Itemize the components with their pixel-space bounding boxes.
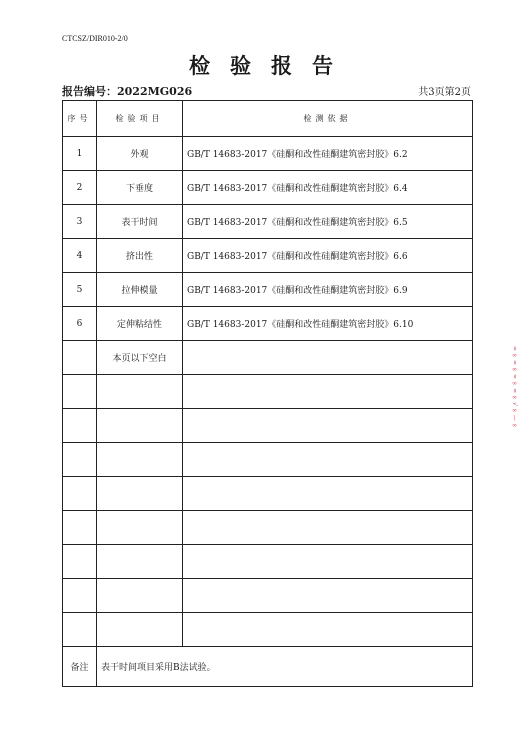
empty-cell bbox=[63, 613, 97, 647]
row-basis: GB/T 14683-2017《硅酮和改性硅酮建筑密封胶》6.4 bbox=[183, 171, 473, 205]
header-no: 序号 bbox=[63, 101, 97, 137]
empty-row bbox=[63, 409, 473, 443]
seal-stamp-fragment: ≈∞≈∞≈∞≈∞√∞—∞ bbox=[511, 346, 518, 430]
empty-cell bbox=[183, 477, 473, 511]
empty-row bbox=[63, 375, 473, 409]
table-row bbox=[63, 307, 473, 341]
row-item: 定伸粘结性 bbox=[97, 307, 183, 341]
row-item: 挤出性 bbox=[97, 239, 183, 273]
report-title: 检验报告 bbox=[189, 53, 353, 78]
row-no: 1 bbox=[63, 137, 97, 171]
note-label: 备注 bbox=[63, 647, 97, 687]
empty-cell bbox=[63, 409, 97, 443]
empty-cell bbox=[63, 375, 97, 409]
empty-row bbox=[63, 545, 473, 579]
note-text: 表干时间项目采用B法试验。 bbox=[97, 647, 473, 687]
row-no bbox=[63, 341, 97, 375]
row-item: 外观 bbox=[97, 137, 183, 171]
empty-cell bbox=[97, 443, 183, 477]
empty-cell bbox=[63, 511, 97, 545]
report-number: 报告编号：2022MG026 bbox=[62, 85, 193, 98]
row-no: 6 bbox=[63, 307, 97, 341]
table-row bbox=[63, 239, 473, 273]
empty-cell bbox=[97, 579, 183, 613]
empty-cell bbox=[183, 511, 473, 545]
empty-cell bbox=[97, 511, 183, 545]
table-row bbox=[63, 341, 473, 375]
table-row bbox=[63, 273, 473, 307]
empty-cell bbox=[63, 579, 97, 613]
empty-cell bbox=[183, 409, 473, 443]
row-no: 5 bbox=[63, 273, 97, 307]
empty-row bbox=[63, 443, 473, 477]
empty-cell bbox=[183, 443, 473, 477]
note-row bbox=[63, 647, 473, 687]
empty-cell bbox=[97, 613, 183, 647]
empty-row bbox=[63, 511, 473, 545]
row-no: 4 bbox=[63, 239, 97, 273]
document-code: CTCSZ/DIR010-2/0 bbox=[62, 34, 128, 43]
row-basis: GB/T 14683-2017《硅酮和改性硅酮建筑密封胶》6.9 bbox=[183, 273, 473, 307]
empty-row bbox=[63, 579, 473, 613]
table-row bbox=[63, 137, 473, 171]
row-no: 2 bbox=[63, 171, 97, 205]
empty-cell bbox=[97, 409, 183, 443]
row-item: 下垂度 bbox=[97, 171, 183, 205]
row-item: 表干时间 bbox=[97, 205, 183, 239]
empty-cell bbox=[97, 545, 183, 579]
empty-cell bbox=[63, 545, 97, 579]
empty-cell bbox=[63, 443, 97, 477]
row-basis: GB/T 14683-2017《硅酮和改性硅酮建筑密封胶》6.2 bbox=[183, 137, 473, 171]
row-basis: GB/T 14683-2017《硅酮和改性硅酮建筑密封胶》6.10 bbox=[183, 307, 473, 341]
row-no: 3 bbox=[63, 205, 97, 239]
table-header-row bbox=[63, 101, 473, 137]
empty-cell bbox=[97, 375, 183, 409]
row-item: 本页以下空白 bbox=[97, 341, 183, 375]
empty-cell bbox=[183, 545, 473, 579]
empty-cell bbox=[97, 477, 183, 511]
empty-row bbox=[63, 477, 473, 511]
empty-cell bbox=[183, 613, 473, 647]
row-basis bbox=[183, 341, 473, 375]
empty-cell bbox=[183, 579, 473, 613]
empty-row bbox=[63, 613, 473, 647]
empty-cell bbox=[183, 375, 473, 409]
table-row bbox=[63, 205, 473, 239]
header-basis: 检测依据 bbox=[183, 101, 473, 137]
table-row bbox=[63, 171, 473, 205]
inspection-table bbox=[62, 100, 473, 687]
empty-cell bbox=[63, 477, 97, 511]
row-item: 拉伸模量 bbox=[97, 273, 183, 307]
row-basis: GB/T 14683-2017《硅酮和改性硅酮建筑密封胶》6.6 bbox=[183, 239, 473, 273]
row-basis: GB/T 14683-2017《硅酮和改性硅酮建筑密封胶》6.5 bbox=[183, 205, 473, 239]
page-info: 共3页第2页 bbox=[418, 87, 471, 98]
header-item: 检验项目 bbox=[97, 101, 183, 137]
